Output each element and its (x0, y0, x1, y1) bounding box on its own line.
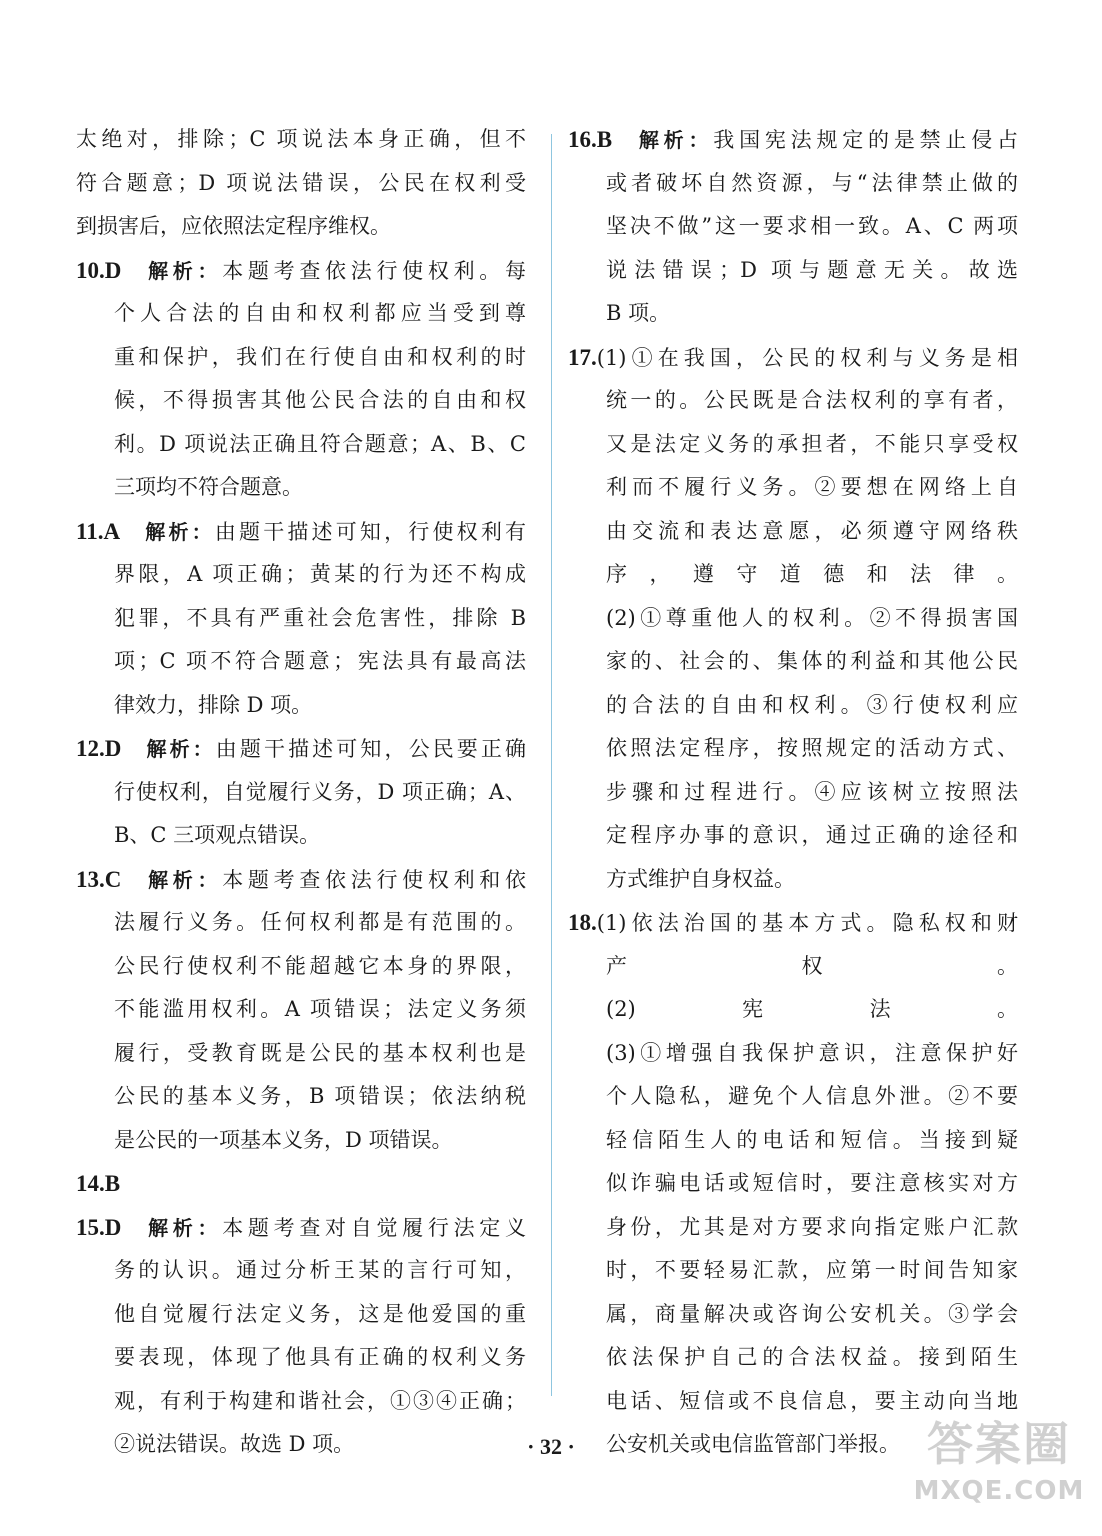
question-number: 11.A (76, 518, 121, 544)
line-text: 属，商量解决或咨询公安机关。③学会 (606, 1301, 1018, 1326)
left-column (76, 118, 526, 1467)
text-line (568, 1075, 1018, 1119)
line-text: 不能滥用权利。A 项错误；法定义务须 (114, 997, 526, 1021)
text-line (568, 640, 1018, 684)
line-text: 序，遵守道德和法律。 (606, 562, 1018, 586)
line-text: 统一的。公民既是合法权利的享有者， (606, 388, 1018, 412)
text-line (568, 684, 1018, 728)
text-line (568, 597, 1018, 641)
text-line (76, 597, 526, 641)
line-text: 由题干描述可知，公民要正确 (215, 737, 526, 761)
line-text: ②说法错误。故选 D 项。 (114, 1432, 355, 1456)
text-line (568, 1119, 1018, 1163)
text-line (76, 1380, 526, 1424)
text-line (76, 858, 526, 902)
text-line (76, 553, 526, 597)
text-line (76, 336, 526, 380)
text-line (568, 1293, 1018, 1337)
line-text: 我国宪法规定的是禁止侵占 (713, 128, 1019, 152)
line-text: 依照法定程序，按照规定的活动方式、 (606, 736, 1018, 760)
text-line (568, 466, 1018, 510)
page-number: · 32 · (527, 1434, 575, 1459)
line-text: (2)①尊重他人的权利。②不得损害国 (606, 605, 1018, 630)
line-text: 又是法定义务的承担者，不能只享受权 (606, 431, 1018, 456)
text-line (568, 249, 1018, 293)
watermark-url: MXQE.COM (913, 1476, 1085, 1506)
text-line (76, 988, 526, 1032)
question-number: 12.D (76, 736, 122, 761)
line-text: (1)依法治国的基本方式。隐私权和财 (596, 911, 1018, 935)
line-text: 候，不得损害其他公民合法的自由和权 (114, 388, 526, 412)
line-text: 符合题意；D 项说法错误，公民在权利受 (76, 170, 526, 195)
text-line (568, 1249, 1018, 1293)
line-text: 坚决不做”这一要求相一致。A、C 两项 (606, 214, 1018, 238)
answer-item (568, 336, 1018, 902)
line-text: 时，不要轻易汇款，应第一时间告知家 (606, 1258, 1018, 1282)
question-number: 10.D (76, 257, 122, 283)
answer-item (568, 118, 1018, 336)
line-text: (2)宪法。 (606, 997, 1018, 1021)
line-text: 公安机关或电信监管部门举报。 (606, 1432, 900, 1456)
line-text: 项；C 项不符合题意；宪法具有最高法 (114, 649, 526, 673)
line-text: 电话、短信或不良信息，要主动向当地 (606, 1388, 1018, 1413)
right-column (568, 118, 1018, 1467)
text-line (76, 118, 526, 162)
text-line (76, 771, 526, 815)
answer-item (568, 901, 1018, 1467)
line-text: 由题干描述可知，行使权利有 (214, 519, 527, 544)
line-text: 他自觉履行法定义务，这是他爱国的重 (114, 1301, 526, 1326)
column-divider (551, 134, 552, 1396)
question-number: 16.B (568, 127, 613, 152)
line-text: 是公民的一项基本义务，D 项错误。 (114, 1127, 453, 1152)
line-text: 身份，尤其是对方要求向指定账户汇款 (606, 1214, 1018, 1239)
text-line (568, 988, 1018, 1032)
text-line (76, 423, 526, 467)
text-line (568, 945, 1018, 989)
analysis-label: 解析： (143, 1215, 223, 1240)
watermark-logo-text: 答案圈 (927, 1417, 1071, 1471)
text-line (76, 1249, 526, 1293)
text-line (568, 292, 1018, 336)
line-text: 或者破坏自然资源，与“法律禁止做的 (606, 170, 1018, 195)
text-line (76, 814, 526, 858)
text-line (568, 1032, 1018, 1076)
answer-item (76, 727, 526, 858)
line-text: 的合法的自由和权利。③行使权利应 (606, 692, 1018, 717)
line-text: 律效力，排除 D 项。 (114, 692, 313, 717)
text-line (76, 205, 526, 249)
text-line (76, 1206, 526, 1250)
line-text: 界限，A 项正确；黄某的行为还不构成 (114, 562, 526, 586)
text-line (568, 162, 1018, 206)
text-line (568, 423, 1018, 467)
text-line (76, 640, 526, 684)
line-text: 要表现，体现了他具有正确的权利义务 (114, 1345, 526, 1369)
text-line (76, 1075, 526, 1119)
line-text: 利。D 项说法正确且符合题意；A、B、C (114, 431, 526, 456)
text-line (568, 118, 1018, 162)
answer-item (76, 1206, 526, 1467)
line-text: 依法保护自己的合法权益。接到陌生 (606, 1345, 1018, 1369)
text-line (76, 945, 526, 989)
question-number: 17. (568, 344, 597, 370)
line-text: B 项。 (606, 301, 671, 325)
text-line (568, 771, 1018, 815)
answer-item (76, 510, 526, 728)
text-line (568, 814, 1018, 858)
text-line (76, 727, 526, 771)
line-text: 方式维护自身权益。 (606, 866, 795, 891)
question-number: 18. (568, 910, 597, 935)
line-text: 三项均不符合题意。 (114, 475, 303, 499)
line-text: 履行，受教育既是公民的基本权利也是 (114, 1040, 526, 1065)
text-line (568, 510, 1018, 554)
line-text: 务的认识。通过分析王某的言行可知， (114, 1258, 526, 1282)
text-line (76, 901, 526, 945)
text-line (76, 1293, 526, 1337)
analysis-label: 解析： (143, 737, 216, 761)
analysis-label: 解析： (143, 258, 223, 283)
text-line (568, 379, 1018, 423)
text-line (76, 292, 526, 336)
text-line (76, 162, 526, 206)
line-text: 轻信陌生人的电话和短信。当接到疑 (606, 1127, 1018, 1152)
text-line (568, 1162, 1018, 1206)
line-text: 法履行义务。任何权利都是有范围的。 (114, 910, 526, 934)
line-text: (3)①增强自我保护意识，注意保护好 (606, 1040, 1018, 1065)
line-text: 重和保护，我们在行使自由和权利的时 (114, 344, 526, 369)
answer-item (76, 858, 526, 1163)
text-line (568, 205, 1018, 249)
text-line (76, 1336, 526, 1380)
text-line (568, 858, 1018, 902)
watermark-logo (904, 1412, 1094, 1530)
question-number: 14.B (76, 1171, 121, 1196)
line-text: 家的、社会的、集体的利益和其他公民 (606, 649, 1018, 673)
text-line (76, 684, 526, 728)
text-line (76, 1162, 526, 1206)
line-text: 说法错误；D 项与题意无关。故选 (606, 257, 1018, 282)
text-line (76, 379, 526, 423)
answer-item (76, 1162, 526, 1206)
text-line (568, 727, 1018, 771)
text-line (76, 249, 526, 293)
line-text: 本题考查对自觉履行法定义 (222, 1215, 527, 1240)
line-text: 产权。 (606, 953, 1018, 978)
line-text: 个人隐私，避免个人信息外泄。②不要 (606, 1084, 1018, 1108)
line-text: 似诈骗电话或短信时，要注意核实对方 (606, 1171, 1018, 1195)
question-number: 15.D (76, 1214, 122, 1240)
line-text: 个人合法的自由和权利都应当受到尊 (114, 301, 526, 325)
answer-continuation (76, 118, 526, 249)
text-line (568, 1206, 1018, 1250)
line-text: 犯罪，不具有严重社会危害性，排除 B (114, 605, 526, 630)
text-line (76, 1119, 526, 1163)
line-text: 本题考查依法行使权利。每 (222, 258, 527, 283)
line-text: 由交流和表达意愿，必须遵守网络秩 (606, 518, 1018, 543)
line-text: 定程序办事的意识，通过正确的途径和 (606, 823, 1018, 847)
analysis-label: 解析： (142, 519, 215, 544)
line-text: 公民行使权利不能超越它本身的界限， (114, 953, 526, 978)
text-line (76, 510, 526, 554)
question-number: 13.C (76, 866, 122, 892)
line-text: 步骤和过程进行。④应该树立按照法 (606, 779, 1018, 804)
line-text: 公民的基本义务，B 项错误；依法纳税 (114, 1084, 526, 1108)
text-line (568, 901, 1018, 945)
line-text: 到损害后，应依照法定程序维权。 (76, 214, 391, 238)
line-text: 本题考查依法行使权利和依 (222, 867, 527, 892)
line-text: 太绝对，排除；C 项说法本身正确，但不 (76, 127, 526, 151)
line-text: 行使权利，自觉履行义务，D 项正确；A、 (114, 779, 526, 804)
line-text: 利而不履行义务。②要想在网络上自 (606, 475, 1018, 499)
line-text: 观，有利于构建和谐社会，①③④正确； (114, 1388, 526, 1413)
analysis-label: 解析： (634, 128, 714, 152)
text-line (568, 336, 1018, 380)
text-line (568, 553, 1018, 597)
text-line (76, 1032, 526, 1076)
line-text: B、C 三项观点错误。 (114, 823, 321, 847)
answer-item (76, 249, 526, 510)
text-line (568, 1336, 1018, 1380)
analysis-label: 解析： (143, 867, 223, 892)
line-text: (1)①在我国，公民的权利与义务是相 (596, 345, 1018, 370)
text-line (76, 466, 526, 510)
